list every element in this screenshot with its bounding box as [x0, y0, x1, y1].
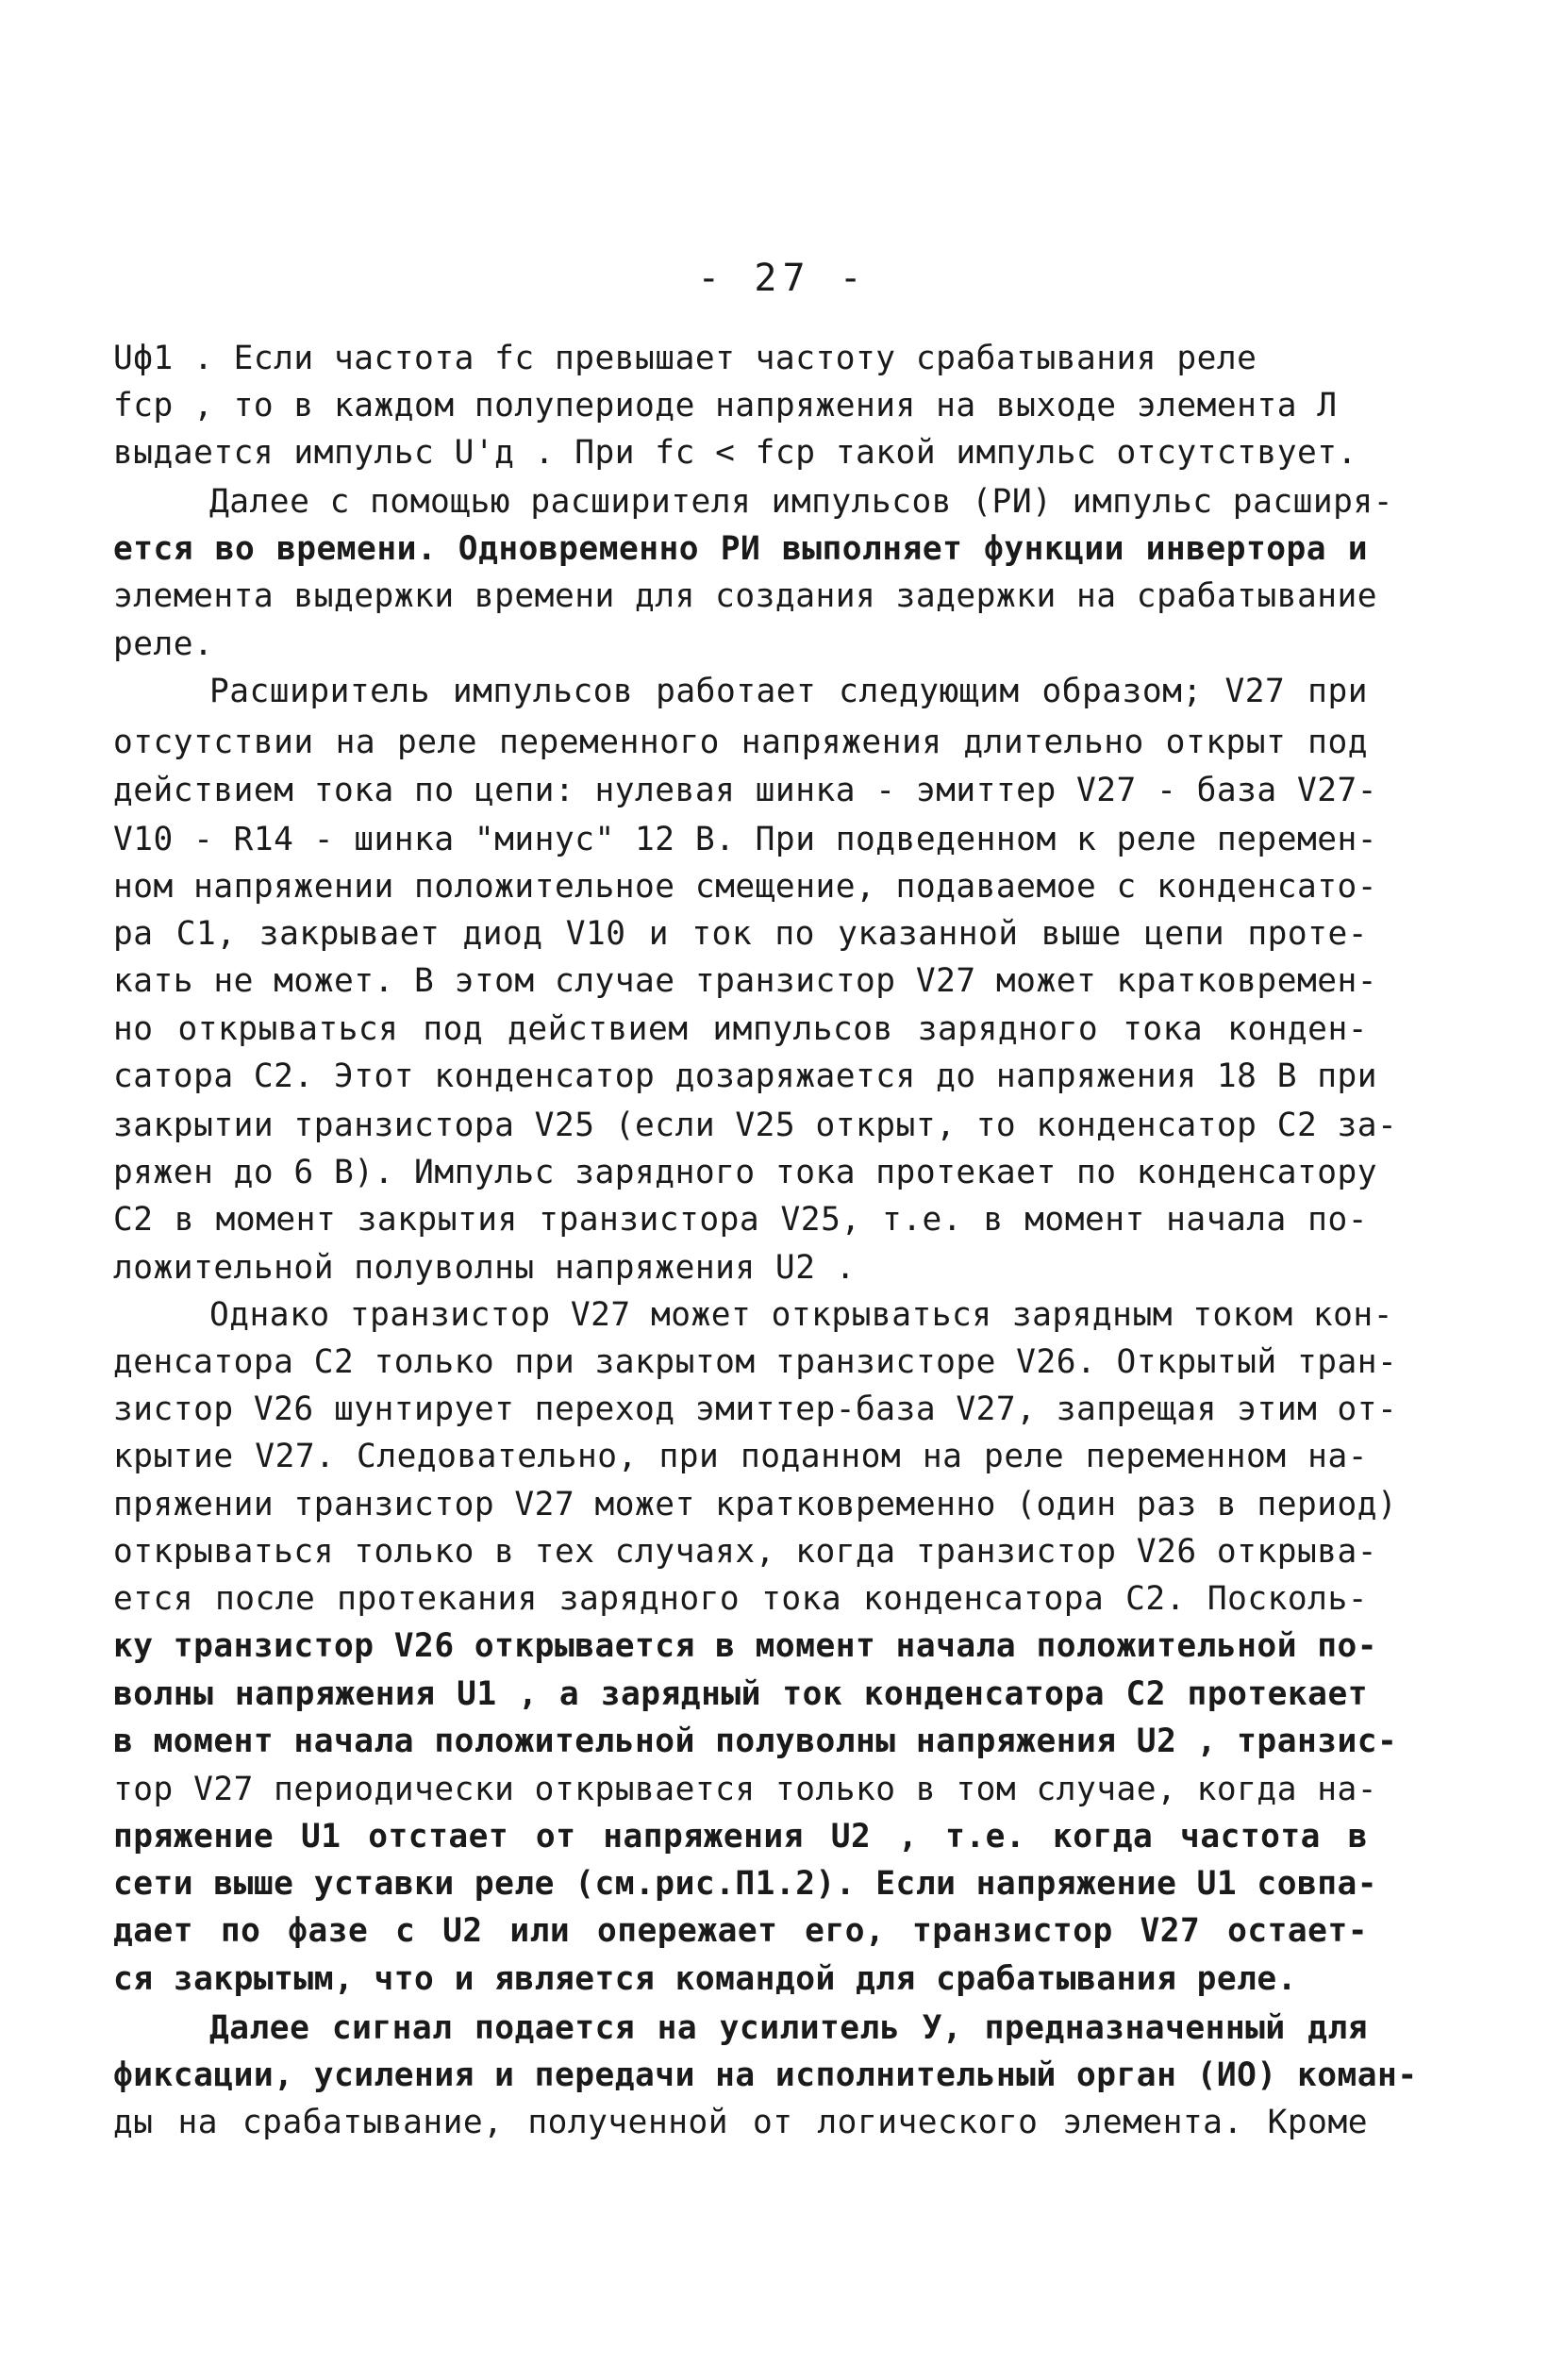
text-line-29: волны напряжения U1 , а зарядный ток конденсатора C2 протекает: [113, 1675, 1368, 1713]
text-line-36: Далее сигнал подается на усилитель У, предназначенный для: [209, 2009, 1368, 2047]
text-line-20: ложительной полуволны напряжения U2 .: [113, 1249, 857, 1287]
text-line-17: закрытии транзистора V25 (если V25 открыт, то конденсатор C2 за-: [113, 1107, 1398, 1144]
text-line-31: тор V27 периодически открывается только в том случае, когда на-: [113, 1771, 1378, 1808]
text-line-7: реле.: [113, 625, 214, 663]
text-line-26: открываться только в тех случаях, когда транзистор V26 открыва-: [113, 1533, 1378, 1571]
text-line-23: зистор V26 шунтирует переход эмиттер-база V27, запрещая этим от-: [113, 1390, 1398, 1428]
text-line-10: действием тока по цепи: нулевая шинка - эмиттер V27 - база V27-: [113, 772, 1378, 809]
text-line-12: ном напряжении положительное смещение, подаваемое с конденсато-: [113, 868, 1378, 906]
text-line-34: дает по фазе с U2 или опережает его, транзистор V27 остает-: [113, 1912, 1368, 1950]
text-line-18: ряжен до 6 В). Импульс зарядного тока протекает по конденсатору: [113, 1154, 1378, 1191]
text-line-2: fср , то в каждом полупериоде напряжения на выходе элемента Л: [113, 387, 1338, 424]
text-line-32: пряжение U1 отстает от напряжения U2 , т.е. когда частота в: [113, 1818, 1368, 1856]
text-line-33: сети выше уставки реле (см.рис.П1.2). Если напряжение U1 совпа-: [113, 1865, 1378, 1903]
text-line-11: V10 - R14 - шинка "минус" 12 В. При подведенном к реле перемен-: [113, 821, 1378, 858]
text-line-4: Далее с помощью расширителя импульсов (РИ) импульс расширя-: [209, 483, 1393, 521]
text-line-14: кать не может. В этом случае транзистор V27 может кратковремен-: [113, 962, 1378, 1000]
text-line-6: элемента выдержки времени для создания задержки на срабатывание: [113, 577, 1378, 615]
text-line-1: Uф1 . Если частота fc превышает частоту срабатывания реле: [113, 340, 1257, 377]
text-line-22: денсатора C2 только при закрытом транзисторе V26. Открытый тран-: [113, 1343, 1398, 1381]
text-line-35: ся закрытым, что и является командой для срабатывания реле.: [113, 1960, 1297, 1998]
text-line-24: крытие V27. Следовательно, при поданном на реле переменном на-: [113, 1438, 1368, 1475]
text-line-25: пряжении транзистор V27 может кратковременно (один раз в период): [113, 1486, 1398, 1523]
text-line-38: ды на срабатывание, полученной от логического элемента. Кроме: [113, 2104, 1368, 2141]
text-line-30: в момент начала положительной полуволны напряжения U2 , транзис-: [113, 1723, 1398, 1760]
text-line-37: фиксации, усиления и передачи на исполнительный орган (ИО) коман-: [113, 2056, 1418, 2094]
text-line-16: сатора C2. Этот конденсатор дозаряжается до напряжения 18 В при: [113, 1057, 1378, 1095]
text-line-21: Однако транзистор V27 может открываться зарядным током кон-: [209, 1296, 1393, 1334]
text-line-19: C2 в момент закрытия транзистора V25, т.е. в момент начала по-: [113, 1201, 1368, 1239]
text-line-9: отсутствии на реле переменного напряжения длительно открыт под: [113, 724, 1368, 761]
text-line-27: ется после протекания зарядного тока конденсатора C2. Посколь-: [113, 1580, 1368, 1618]
text-line-3: выдается импульс U'д . При fc < fср такой импульс отсутствует.: [113, 434, 1357, 472]
text-line-8: Расширитель импульсов работает следующим образом; V27 при: [209, 673, 1368, 710]
page-number: - 27 -: [697, 257, 868, 300]
text-line-28: ку транзистор V26 открывается в момент начала положительной по-: [113, 1627, 1378, 1665]
text-line-15: но открываться под действием импульсов зарядного тока конден-: [113, 1010, 1368, 1048]
text-line-13: ра C1, закрывает диод V10 и ток по указанной выше цепи проте-: [113, 915, 1368, 953]
text-line-5: ется во времени. Одновременно РИ выполняет функции инвертора и: [113, 530, 1368, 568]
